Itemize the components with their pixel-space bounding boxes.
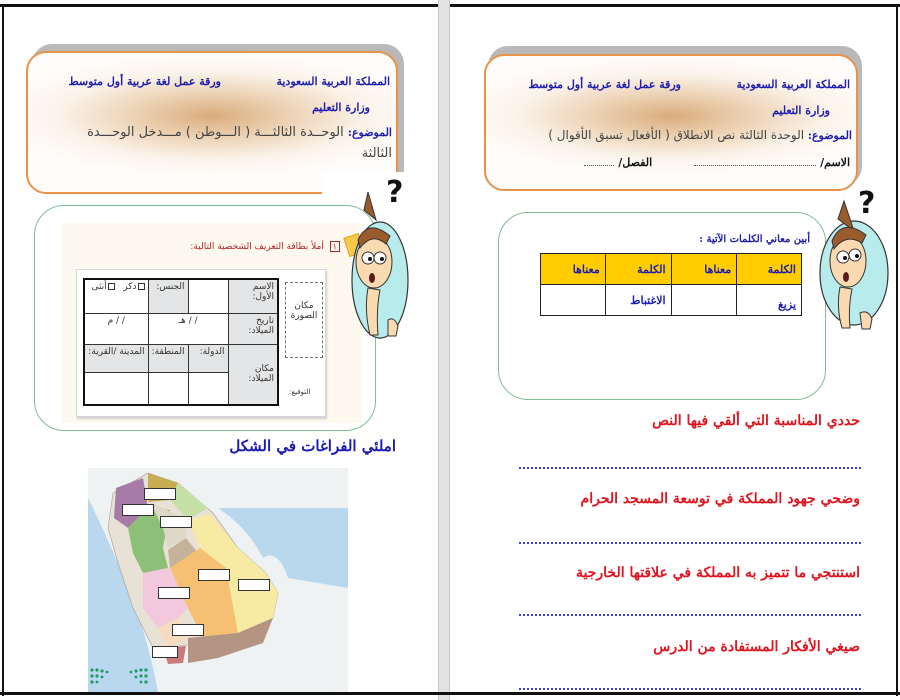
ministry-logo-icon [88,666,150,690]
map-exercise-title: املئي الفراغات في الشكل [229,437,396,455]
question-3: استنتجي ما تتميز به المملكة في علاقتها الخارجية [576,565,860,581]
id-card-exercise-area [62,223,362,423]
name-class-row [584,156,850,169]
answer-line-1[interactable] [519,467,861,469]
country-field[interactable] [188,372,228,405]
exercise-title: أملأ بطاقة التعريف الشخصية التالية: [190,242,324,252]
first-name-field[interactable] [188,279,228,314]
svg-text:?: ? [858,186,876,221]
viewer-frame-right [896,4,898,696]
map-blank-7[interactable] [172,624,204,636]
vocabulary-table-row [541,285,802,316]
gender-options [84,279,148,314]
gender-label: الجنس: [148,279,188,314]
id-card-instruction [190,241,340,252]
birth-place-label: مكان الميلاد: [228,344,278,405]
id-card [76,269,326,417]
answer-line-2[interactable] [519,542,861,544]
kingdom-label: المملكة العربية السعودية [736,78,850,91]
subject-value-2: الثالثة [361,146,392,161]
worksheet-page-right [451,7,896,692]
word-cell-2: الاغتباط [605,285,671,316]
thinking-character-icon [816,183,892,333]
ministry-label: وزارة التعليم [312,101,370,114]
header-meaning-1: معناها [671,254,737,285]
class-label: الفصل/ [618,156,653,169]
map-blank-4[interactable] [198,569,230,581]
page-gutter [438,0,450,700]
meaning-field-1[interactable] [671,285,737,316]
saudi-regions-map [88,468,348,692]
city-label: المدينة /القرية: [84,344,148,372]
region-label: المنطقة: [148,344,188,372]
thinking-character-icon [338,170,410,340]
subject-label: الموضوع: [347,126,392,139]
male-option-label: ذكر [123,282,137,292]
worksheet-title: ورقة عمل لغة عربية أول متوسط [528,78,681,91]
subject-line [87,125,392,140]
subject-line-2 [362,146,392,161]
photo-placeholder-line2: الصورة [290,311,318,321]
photo-placeholder-line1: مكان [294,301,314,311]
vocabulary-table [540,253,802,316]
subject-value: الوحدة الثالثة نص الانطلاق ( الأفعال تسبق الأقوال ) [548,128,805,142]
country-label: الدولة: [188,344,228,372]
female-checkbox[interactable] [108,283,115,290]
word-cell-1: يزيغ [737,285,802,316]
meaning-field-2[interactable] [541,285,606,316]
male-checkbox[interactable] [138,283,145,290]
name-field[interactable] [694,157,816,166]
question-1: حددي المناسبة التي ألقي فيها النص [652,413,860,429]
map-blank-2[interactable] [122,504,154,516]
female-option-label: أنثى [91,282,107,292]
header-word-2: الكلمة [605,254,671,285]
class-field[interactable] [584,157,614,166]
header-box [484,54,858,191]
answer-line-4[interactable] [519,688,861,690]
svg-text:?: ? [386,175,404,210]
map-blank-6[interactable] [158,587,190,599]
subject-label: الموضوع: [807,129,852,142]
kingdom-label: المملكة العربية السعودية [276,75,390,88]
birth-date-hijri-field[interactable]: / / هـ [148,314,228,344]
header-meaning-2: معناها [541,254,606,285]
id-card-table [83,278,279,406]
map-blank-1[interactable] [144,488,176,500]
question-2: وضحي جهود المملكة في توسعة المسجد الحرام [580,491,860,507]
signature-label: التوقيع: [289,388,311,396]
city-field[interactable] [84,372,148,405]
subject-line [548,128,852,142]
header-word-1: الكلمة [737,254,802,285]
region-field[interactable] [148,372,188,405]
vocabulary-title: أبين معاني الكلمات الآتية : [699,234,810,245]
ministry-label: وزارة التعليم [772,104,830,117]
subject-value: الوحــدة الثالثـــة ( الـــوطن ) مـــدخل الوحـــدة [87,125,344,140]
map-blank-8[interactable] [152,646,178,658]
vocabulary-table-header [541,254,802,285]
first-name-label: الاسم الأول: [228,279,278,314]
exercise-number: ١ [330,241,340,252]
photo-placeholder [285,282,323,358]
map-blank-5[interactable] [238,579,270,591]
birth-date-label: تاريخ الميلاد: [228,314,278,344]
question-4: صيغي الأفكار المستفادة من الدرس [653,639,860,655]
answer-line-3[interactable] [519,614,861,616]
viewer-frame-bottom [0,692,900,695]
name-label: الاسم/ [820,156,850,169]
worksheet-title: ورقة عمل لغة عربية أول متوسط [68,75,221,88]
birth-date-gregorian-field[interactable]: / / م [84,314,148,344]
worksheet-page-left [4,7,438,692]
map-blank-3[interactable] [160,516,192,528]
